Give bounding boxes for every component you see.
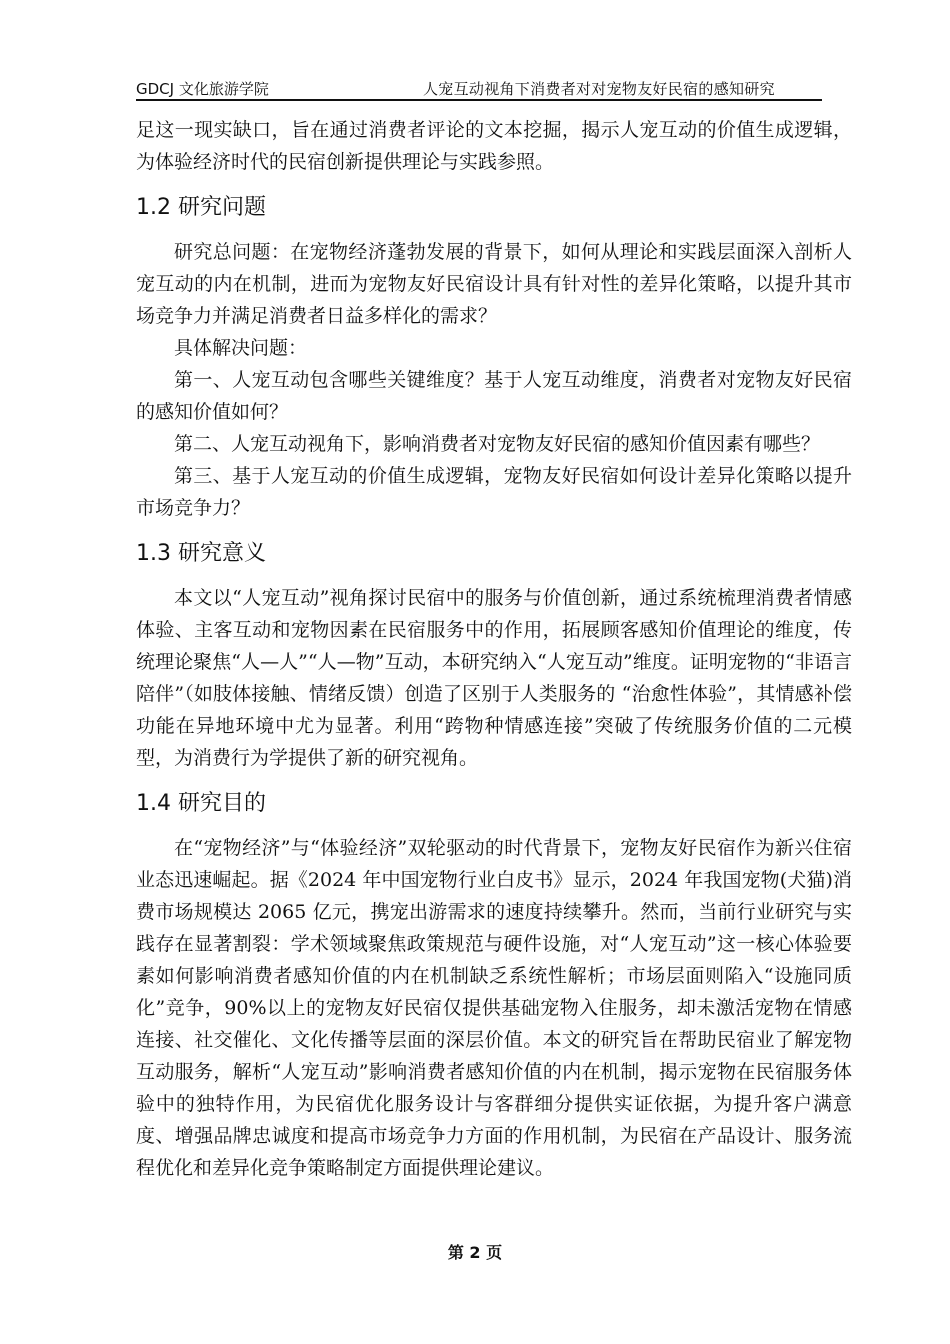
running-header [136, 78, 822, 100]
section-heading-1-3: 1.3 研究意义 [136, 541, 266, 566]
paragraph: 在“宠物经济”与“体验经济”双轮驱动的时代背景下，宠物友好民宿作为新兴住宿业态迅速崛起。据《2024 年中国宠物行业白皮书》显示，2024 年我国宠物(犬猫)消费市场规模达 2065 亿元，携宠出游需求的速度持续攀升。然而，当前行业研究与实践存在显著割裂：学术领域聚焦政策规范与硬件设施，对“人宠互动”这一核心体验要素如何影响消费者感知价值的内在机制缺乏系统性解析；市场层面则陷入“设施同质化”竞争，90%以上的宠物友好民宿仅提供基础宠物入住服务，却未激活宠物在情感连接、社交催化、文化传播等层面的深层价值。本文的研究旨在帮助民宿业了解宠物互动服务，解析“人宠互动”影响消费者感知价值的内在机制，揭示宠物在民宿服务体验中的独特作用，为民宿优化服务设计与客群细分提供实证依据，为提升客户满意度、增强品牌忠诚度和提高市场竞争力方面的作用机制，为民宿在产品设计、服务流程优化和差异化竞争策略制定方面提供理论建议。 [136, 837, 852, 1179]
paragraph: 研究总问题：在宠物经济蓬勃发展的背景下，如何从理论和实践层面深入剖析人宠互动的内在机制，进而为宠物友好民宿设计具有针对性的差异化策略，以提升其市场竞争力并满足消费者日益多样化的需求？ [136, 241, 852, 327]
section-heading-1-2: 1.2 研究问题 [136, 195, 266, 220]
header-thesis-title: 人宠互动视角下消费者对对宠物友好民宿的感知研究 [423, 80, 775, 98]
paragraph: 第一、人宠互动包含哪些关键维度？基于人宠互动维度，消费者对宠物友好民宿的感知价值如何？ [136, 369, 852, 423]
paragraph: 第二、人宠互动视角下，影响消费者对宠物友好民宿的感知价值因素有哪些？ [174, 433, 821, 455]
page-body [136, 114, 852, 1184]
paragraph: 第三、基于人宠互动的价值生成逻辑，宠物友好民宿如何设计差异化策略以提升市场竞争力？ [136, 465, 852, 519]
intro-paragraph: 足这一现实缺口，旨在通过消费者评论的文本挖掘，揭示人宠互动的价值生成逻辑，为体验经济时代的民宿创新提供理论与实践参照。 [136, 119, 852, 173]
header-institution: GDCJ 文化旅游学院 [136, 80, 269, 98]
page-number: 第 2 页 [447, 1243, 503, 1262]
paragraph: 本文以“人宠互动”视角探讨民宿中的服务与价值创新，通过系统梳理消费者情感体验、主客互动和宠物因素在民宿服务中的作用，拓展顾客感知价值理论的维度，传统理论聚焦“人—人”“人—物”互动，本研究纳入“人宠互动”维度。证明宠物的“非语言陪伴”（如肢体接触、情绪反馈）创造了区别于人类服务的 “治愈性体验”，其情感补偿功能在异地环境中尤为显著。利用“跨物种情感连接”突破了传统服务价值的二元模型，为消费行为学提供了新的研究视角。 [136, 587, 852, 769]
paragraph: 具体解决问题： [174, 337, 308, 359]
header-rule [136, 99, 822, 101]
section-heading-1-4: 1.4 研究目的 [136, 791, 266, 816]
